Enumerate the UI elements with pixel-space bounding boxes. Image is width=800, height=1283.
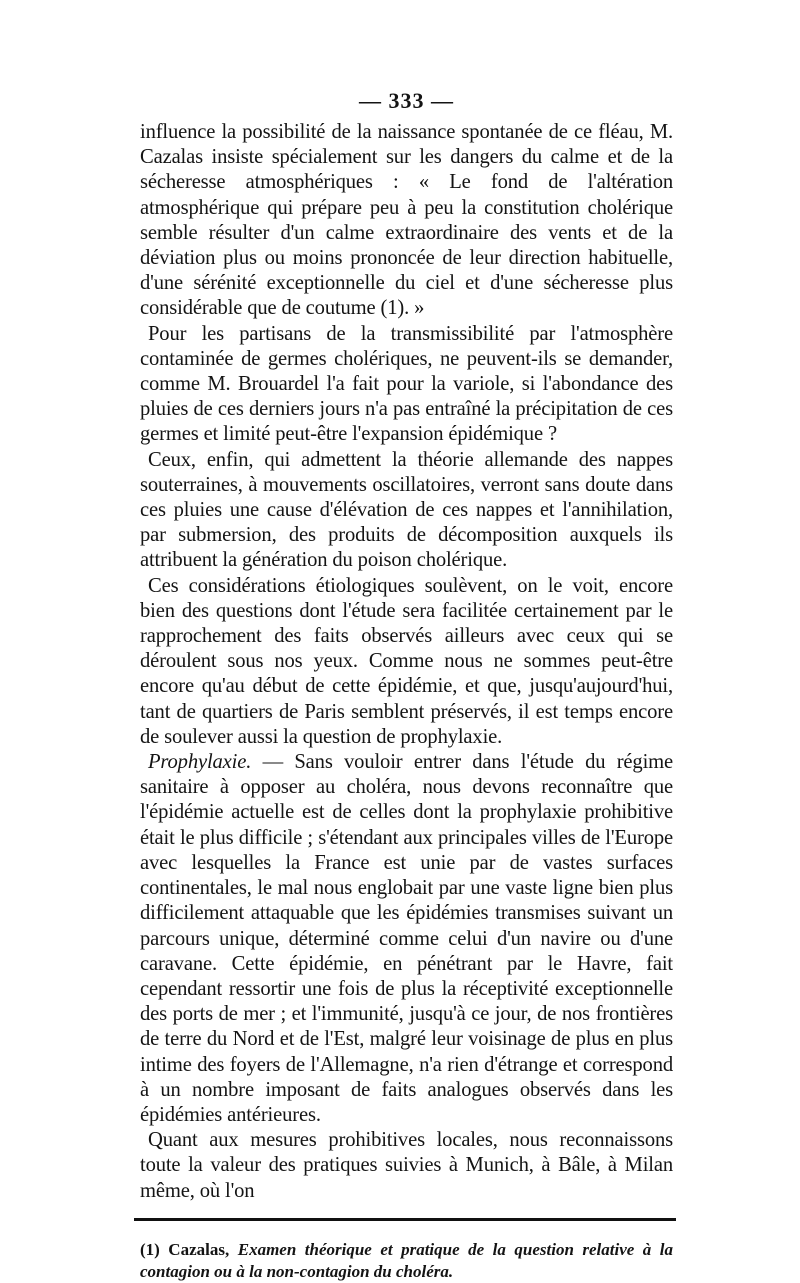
paragraph-4: Ces considérations étiologiques soulèvent, on le voit, encore bien des questions dont l'étude sera facilitée certainement par le rapprochement des faits observés ailleurs avec ceux qui se déroulent sous nos yeux. Comme nous ne sommes peut-être encore qu'au début de cette épidémie, et que, jusqu'aujourd'hui, tant de quartiers de Paris semblent préservés, il est temps encore de soulever aussi la question de prophylaxie. (140, 574, 673, 748)
prophylaxie-heading: Prophylaxie. (148, 751, 252, 774)
footnote-marker: (1) Cazalas, (140, 1239, 230, 1259)
body-text (140, 120, 673, 1204)
page-number: — 333 — (359, 88, 454, 113)
prophylaxie-text: — Sans vouloir entrer dans l'étude du régime sanitaire à opposer au choléra, nous devons reconnaître que l'épidémie actuelle est de celles dont la prophylaxie prohibitive était le plus difficile ; s'étendant aux principales villes de l'Europe avec lesquelles la France est unie par de vastes surfaces continentales, le mal nous englobait par une vaste ligne bien plus difficilement attaquable que les épidémies transmises suivant un parcours unique, déterminé comme celui d'un navire ou d'une caravane. Cette épidémie, en pénétrant par le Havre, fait cependant ressortir une fois de plus la réceptivité exceptionnelle des ports de mer ; et l'immunité, jusqu'à ce jour, de nos frontières de terre du Nord et de l'Est, malgré leur voisinage de plus en plus intime des foyers de l'Allemagne, n'a rien d'étrange et correspond à un nombre imposant de faits analogues observés dans les épidémies antérieures. (140, 751, 674, 1126)
paragraph-3: Ceux, enfin, qui admettent la théorie allemande des nappes souterraines, à mouvements oscillatoires, verront sans doute dans ces pluies une cause d'élévation de ces nappes et l'annihilation, par submersion, des produits de décomposition auxquels ils attribuent la génération du poison cholérique. (140, 448, 673, 572)
paragraph-1: influence la possibilité de la naissance spontanée de ce fléau, M. Cazalas insiste spécialement sur les dangers du calme et de la sécheresse atmosphériques : « Le fond de l'altération atmosphérique qui prépare peu à peu la constitution cholérique semble résulter d'un calme extraordinaire des vents et de la déviation plus ou moins prononcée de leur direction habituelle, d'une sérénité exceptionnelle du ciel et d'une sécheresse plus considérable que de coutume (1). » (140, 121, 673, 320)
paragraph-2: Pour les partisans de la transmissibilité par l'atmosphère contaminée de germes cholériques, ne peuvent-ils se demander, comme M. Brouardel l'a fait pour la variole, si l'abondance des pluies de ces derniers jours n'a pas entraîné la précipitation de ces germes et limité peut-être l'expansion épidémique ? (140, 322, 673, 446)
footnote-title: Examen théorique et pratique de la question relative à la contagion ou à la non-contagion du choléra. (140, 1239, 674, 1281)
paragraph-prophylaxie (140, 750, 673, 1128)
paragraph-last: Quant aux mesures prohibitives locales, nous reconnaissons toute la valeur des pratiques suivies à Munich, à Bâle, à Milan même, où l'on (140, 1129, 673, 1202)
footnote (140, 1239, 673, 1283)
footnote-rule (134, 1218, 676, 1221)
